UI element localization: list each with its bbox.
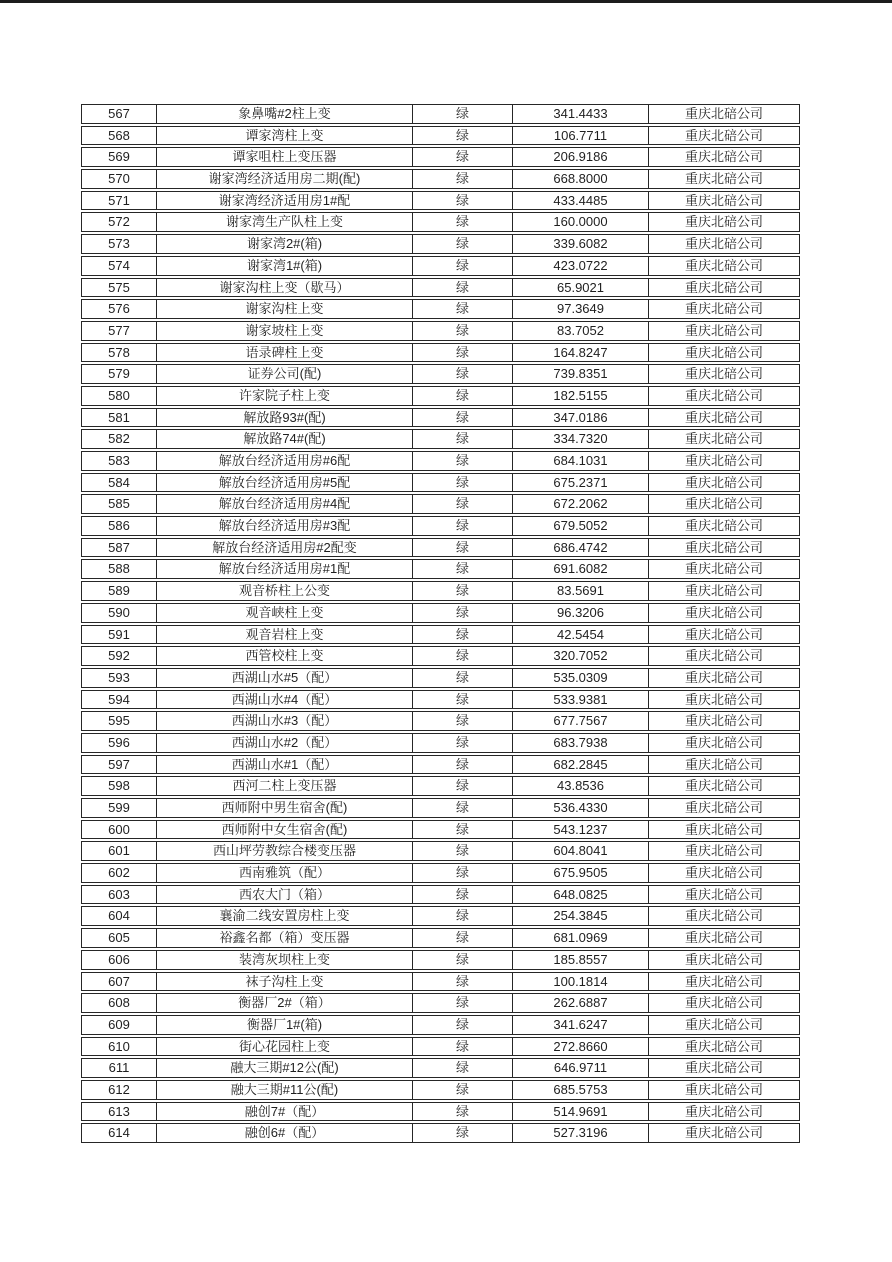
table-row [81, 321, 800, 341]
table-row [81, 212, 800, 232]
cell-status: 绿 [412, 170, 512, 188]
cell-status: 绿 [412, 539, 512, 557]
cell-value: 433.4485 [512, 192, 648, 210]
cell-value: 686.4742 [512, 539, 648, 557]
table-row [81, 104, 800, 124]
cell-status: 绿 [412, 235, 512, 253]
cell-device-name: 谢家湾1#(箱) [156, 257, 412, 275]
table-row [81, 1058, 800, 1078]
cell-device-name: 西湖山水#2（配） [156, 734, 412, 752]
cell-company: 重庆北碚公司 [648, 582, 799, 600]
cell-status: 绿 [412, 929, 512, 947]
cell-row-index: 601 [108, 843, 130, 859]
cell-company: 重庆北碚公司 [648, 973, 799, 991]
cell-row-index: 614 [108, 1125, 130, 1141]
cell-company: 重庆北碚公司 [648, 192, 799, 210]
cell-device-name: 装湾灰坝柱上变 [156, 951, 412, 969]
cell-row-index: 575 [108, 279, 130, 295]
cell-device-name: 融大三期#12公(配) [156, 1059, 412, 1077]
cell-company: 重庆北碚公司 [648, 929, 799, 947]
table-row [81, 1037, 800, 1057]
cell-device-name: 融创6#（配） [156, 1124, 412, 1142]
cell-company: 重庆北碚公司 [648, 1038, 799, 1056]
table-row [81, 147, 800, 167]
cell-value: 668.8000 [512, 170, 648, 188]
cell-company: 重庆北碚公司 [648, 560, 799, 578]
table-row [81, 820, 800, 840]
cell-status: 绿 [412, 756, 512, 774]
cell-status: 绿 [412, 691, 512, 709]
cell-company: 重庆北碚公司 [648, 322, 799, 340]
cell-row-index: 591 [108, 626, 130, 642]
cell-value: 339.6082 [512, 235, 648, 253]
cell-status: 绿 [412, 886, 512, 904]
cell-status: 绿 [412, 127, 512, 145]
cell-status: 绿 [412, 1038, 512, 1056]
table-row [81, 993, 800, 1013]
cell-status: 绿 [412, 257, 512, 275]
cell-value: 272.8660 [512, 1038, 648, 1056]
cell-row-index: 611 [108, 1060, 130, 1076]
cell-company: 重庆北碚公司 [648, 994, 799, 1012]
cell-value: 685.5753 [512, 1081, 648, 1099]
cell-status: 绿 [412, 1059, 512, 1077]
cell-value: 684.1031 [512, 452, 648, 470]
cell-row-index: 606 [108, 951, 130, 967]
table-row [81, 885, 800, 905]
cell-status: 绿 [412, 495, 512, 513]
cell-device-name: 解放台经济适用房#1配 [156, 560, 412, 578]
cell-row-index: 595 [108, 713, 130, 729]
cell-value: 682.2845 [512, 756, 648, 774]
cell-company: 重庆北碚公司 [648, 799, 799, 817]
cell-device-name: 证券公司(配) [156, 365, 412, 383]
cell-value: 97.3649 [512, 300, 648, 318]
cell-status: 绿 [412, 1124, 512, 1142]
cell-device-name: 观音峡柱上变 [156, 604, 412, 622]
cell-status: 绿 [412, 842, 512, 860]
table-row [81, 906, 800, 926]
table-row [81, 755, 800, 775]
cell-status: 绿 [412, 712, 512, 730]
table-row [81, 625, 800, 645]
cell-row-index: 593 [108, 669, 130, 685]
cell-row-index: 597 [108, 756, 130, 772]
cell-device-name: 象鼻嘴#2柱上变 [156, 105, 412, 123]
cell-device-name: 西湖山水#3（配） [156, 712, 412, 730]
cell-value: 262.6887 [512, 994, 648, 1012]
cell-company: 重庆北碚公司 [648, 1081, 799, 1099]
cell-status: 绿 [412, 864, 512, 882]
cell-device-name: 谢家湾经济适用房二期(配) [156, 170, 412, 188]
cell-company: 重庆北碚公司 [648, 734, 799, 752]
cell-company: 重庆北碚公司 [648, 691, 799, 709]
cell-company: 重庆北碚公司 [648, 213, 799, 231]
cell-company: 重庆北碚公司 [648, 626, 799, 644]
cell-device-name: 谭家湾柱上变 [156, 127, 412, 145]
cell-device-name: 谢家坡柱上变 [156, 322, 412, 340]
cell-row-index: 588 [108, 561, 130, 577]
cell-company: 重庆北碚公司 [648, 1124, 799, 1142]
cell-value: 604.8041 [512, 842, 648, 860]
cell-company: 重庆北碚公司 [648, 148, 799, 166]
cell-value: 43.8536 [512, 777, 648, 795]
table-row [81, 429, 800, 449]
cell-company: 重庆北碚公司 [648, 235, 799, 253]
cell-value: 106.7711 [512, 127, 648, 145]
cell-status: 绿 [412, 1016, 512, 1034]
cell-value: 334.7320 [512, 430, 648, 448]
cell-value: 672.2062 [512, 495, 648, 513]
cell-status: 绿 [412, 626, 512, 644]
cell-company: 重庆北碚公司 [648, 387, 799, 405]
cell-value: 514.9691 [512, 1103, 648, 1121]
cell-device-name: 西师附中女生宿舍(配) [156, 821, 412, 839]
cell-value: 675.2371 [512, 474, 648, 492]
table-row [81, 451, 800, 471]
cell-status: 绿 [412, 1081, 512, 1099]
cell-value: 527.3196 [512, 1124, 648, 1142]
cell-row-index: 589 [108, 583, 130, 599]
cell-company: 重庆北碚公司 [648, 604, 799, 622]
cell-value: 543.1237 [512, 821, 648, 839]
table-row [81, 364, 800, 384]
cell-row-index: 600 [108, 821, 130, 837]
cell-status: 绿 [412, 322, 512, 340]
cell-company: 重庆北碚公司 [648, 474, 799, 492]
cell-status: 绿 [412, 799, 512, 817]
cell-device-name: 西山坪劳教综合楼变压器 [156, 842, 412, 860]
cell-status: 绿 [412, 148, 512, 166]
cell-row-index: 585 [108, 496, 130, 512]
cell-row-index: 599 [108, 800, 130, 815]
cell-row-index: 567 [108, 106, 130, 121]
cell-value: 691.6082 [512, 560, 648, 578]
cell-row-index: 584 [108, 474, 130, 490]
cell-value: 341.6247 [512, 1016, 648, 1034]
cell-row-index: 598 [108, 778, 130, 794]
cell-company: 重庆北碚公司 [648, 170, 799, 188]
cell-company: 重庆北碚公司 [648, 907, 799, 925]
cell-status: 绿 [412, 951, 512, 969]
cell-company: 重庆北碚公司 [648, 821, 799, 839]
cell-row-index: 592 [108, 648, 130, 664]
cell-device-name: 观音岩柱上变 [156, 626, 412, 644]
table-row [81, 191, 800, 211]
cell-company: 重庆北碚公司 [648, 257, 799, 275]
cell-row-index: 590 [108, 604, 130, 620]
cell-row-index: 586 [108, 518, 130, 534]
cell-status: 绿 [412, 452, 512, 470]
table-row [81, 278, 800, 298]
cell-value: 341.4433 [512, 105, 648, 123]
cell-company: 重庆北碚公司 [648, 1103, 799, 1121]
cell-status: 绿 [412, 734, 512, 752]
table-row [81, 473, 800, 493]
cell-device-name: 谢家沟柱上变 [156, 300, 412, 318]
cell-row-index: 577 [108, 322, 130, 338]
cell-status: 绿 [412, 647, 512, 665]
cell-row-index: 571 [108, 192, 130, 208]
cell-value: 65.9021 [512, 279, 648, 297]
cell-device-name: 解放台经济适用房#6配 [156, 452, 412, 470]
cell-row-index: 583 [108, 453, 130, 468]
cell-company: 重庆北碚公司 [648, 842, 799, 860]
table-row [81, 776, 800, 796]
cell-device-name: 西湖山水#4（配） [156, 691, 412, 709]
cell-status: 绿 [412, 1103, 512, 1121]
cell-value: 533.9381 [512, 691, 648, 709]
cell-device-name: 谢家沟柱上变（歇马） [156, 279, 412, 297]
cell-company: 重庆北碚公司 [648, 647, 799, 665]
table-row [81, 169, 800, 189]
cell-row-index: 568 [108, 127, 130, 143]
cell-value: 160.0000 [512, 213, 648, 231]
cell-company: 重庆北碚公司 [648, 951, 799, 969]
cell-company: 重庆北碚公司 [648, 344, 799, 362]
cell-status: 绿 [412, 300, 512, 318]
table-row [81, 386, 800, 406]
cell-company: 重庆北碚公司 [648, 300, 799, 318]
cell-company: 重庆北碚公司 [648, 517, 799, 535]
cell-value: 423.0722 [512, 257, 648, 275]
cell-row-index: 609 [108, 1016, 130, 1032]
table-row [81, 1102, 800, 1122]
cell-device-name: 融创7#（配） [156, 1103, 412, 1121]
cell-device-name: 衡器厂2#（箱） [156, 994, 412, 1012]
cell-row-index: 573 [108, 236, 130, 252]
table-row [81, 603, 800, 623]
cell-value: 83.5691 [512, 582, 648, 600]
cell-row-index: 572 [108, 214, 130, 230]
cell-device-name: 西河二柱上变压器 [156, 777, 412, 795]
cell-device-name: 西农大门（箱） [156, 886, 412, 904]
cell-device-name: 解放台经济适用房#3配 [156, 517, 412, 535]
cell-device-name: 西师附中男生宿舍(配) [156, 799, 412, 817]
table-row [81, 126, 800, 146]
cell-value: 683.7938 [512, 734, 648, 752]
cell-value: 675.9505 [512, 864, 648, 882]
cell-company: 重庆北碚公司 [648, 669, 799, 687]
cell-value: 182.5155 [512, 387, 648, 405]
cell-status: 绿 [412, 474, 512, 492]
table-row [81, 343, 800, 363]
cell-device-name: 语录碑柱上变 [156, 344, 412, 362]
cell-device-name: 谢家湾生产队柱上变 [156, 213, 412, 231]
cell-row-index: 612 [108, 1081, 130, 1097]
cell-value: 206.9186 [512, 148, 648, 166]
cell-device-name: 融大三期#11公(配) [156, 1081, 412, 1099]
cell-status: 绿 [412, 517, 512, 535]
table-row [81, 234, 800, 254]
cell-value: 83.7052 [512, 322, 648, 340]
device-table [81, 104, 800, 1145]
table-row [81, 841, 800, 861]
table-row [81, 581, 800, 601]
cell-device-name: 解放台经济适用房#5配 [156, 474, 412, 492]
cell-device-name: 衡器厂1#(箱) [156, 1016, 412, 1034]
cell-row-index: 574 [108, 257, 130, 273]
cell-value: 536.4330 [512, 799, 648, 817]
cell-company: 重庆北碚公司 [648, 365, 799, 383]
cell-device-name: 街心花园柱上变 [156, 1038, 412, 1056]
cell-status: 绿 [412, 344, 512, 362]
table-row [81, 928, 800, 948]
cell-value: 96.3206 [512, 604, 648, 622]
top-edge-bar [0, 0, 892, 3]
cell-status: 绿 [412, 777, 512, 795]
table-row [81, 516, 800, 536]
cell-row-index: 604 [108, 908, 130, 924]
cell-status: 绿 [412, 821, 512, 839]
cell-value: 254.3845 [512, 907, 648, 925]
cell-row-index: 587 [108, 539, 130, 555]
cell-row-index: 582 [108, 431, 130, 447]
cell-value: 535.0309 [512, 669, 648, 687]
cell-device-name: 西管校柱上变 [156, 647, 412, 665]
cell-company: 重庆北碚公司 [648, 864, 799, 882]
table-row [81, 711, 800, 731]
cell-company: 重庆北碚公司 [648, 409, 799, 427]
cell-row-index: 580 [108, 387, 130, 403]
table-row [81, 668, 800, 688]
cell-status: 绿 [412, 994, 512, 1012]
cell-status: 绿 [412, 669, 512, 687]
table-row [81, 408, 800, 428]
cell-value: 677.7567 [512, 712, 648, 730]
cell-value: 185.8557 [512, 951, 648, 969]
cell-value: 648.0825 [512, 886, 648, 904]
cell-status: 绿 [412, 907, 512, 925]
cell-device-name: 西湖山水#1（配） [156, 756, 412, 774]
cell-value: 739.8351 [512, 365, 648, 383]
cell-device-name: 观音桥柱上公变 [156, 582, 412, 600]
cell-value: 164.8247 [512, 344, 648, 362]
cell-value: 347.0186 [512, 409, 648, 427]
cell-value: 320.7052 [512, 647, 648, 665]
cell-device-name: 解放路93#(配) [156, 409, 412, 427]
cell-device-name: 解放台经济适用房#4配 [156, 495, 412, 513]
table-row [81, 863, 800, 883]
cell-device-name: 襄渝二线安置房柱上变 [156, 907, 412, 925]
cell-company: 重庆北碚公司 [648, 279, 799, 297]
cell-status: 绿 [412, 192, 512, 210]
cell-device-name: 谢家湾经济适用房1#配 [156, 192, 412, 210]
cell-company: 重庆北碚公司 [648, 886, 799, 904]
cell-status: 绿 [412, 279, 512, 297]
cell-row-index: 569 [108, 149, 130, 165]
cell-device-name: 谢家湾2#(箱) [156, 235, 412, 253]
cell-device-name: 袜子沟柱上变 [156, 973, 412, 991]
table-row [81, 690, 800, 710]
cell-device-name: 许家院子柱上变 [156, 387, 412, 405]
cell-value: 42.5454 [512, 626, 648, 644]
cell-row-index: 613 [108, 1103, 130, 1119]
cell-status: 绿 [412, 213, 512, 231]
cell-row-index: 576 [108, 301, 130, 317]
cell-row-index: 579 [108, 366, 130, 382]
cell-status: 绿 [412, 560, 512, 578]
table-row [81, 1015, 800, 1035]
table-row [81, 646, 800, 666]
cell-status: 绿 [412, 409, 512, 427]
cell-device-name: 解放台经济适用房#2配变 [156, 539, 412, 557]
cell-company: 重庆北碚公司 [648, 756, 799, 774]
cell-row-index: 596 [108, 734, 130, 750]
cell-company: 重庆北碚公司 [648, 452, 799, 470]
cell-value: 646.9711 [512, 1059, 648, 1077]
cell-row-index: 594 [108, 691, 130, 707]
cell-row-index: 610 [108, 1038, 130, 1054]
cell-device-name: 西南雅筑（配） [156, 864, 412, 882]
cell-company: 重庆北碚公司 [648, 430, 799, 448]
table-row [81, 733, 800, 753]
cell-row-index: 603 [108, 886, 130, 902]
cell-status: 绿 [412, 582, 512, 600]
cell-device-name: 谭家咀柱上变压器 [156, 148, 412, 166]
cell-row-index: 578 [108, 344, 130, 360]
cell-row-index: 570 [108, 171, 130, 187]
cell-company: 重庆北碚公司 [648, 712, 799, 730]
cell-value: 100.1814 [512, 973, 648, 991]
cell-company: 重庆北碚公司 [648, 105, 799, 123]
cell-device-name: 西湖山水#5（配） [156, 669, 412, 687]
table-row [81, 299, 800, 319]
cell-row-index: 602 [108, 865, 130, 881]
cell-company: 重庆北碚公司 [648, 495, 799, 513]
table-row [81, 494, 800, 514]
cell-company: 重庆北碚公司 [648, 1059, 799, 1077]
cell-status: 绿 [412, 604, 512, 622]
cell-status: 绿 [412, 387, 512, 405]
table-row [81, 538, 800, 558]
cell-status: 绿 [412, 105, 512, 123]
table-row [81, 798, 800, 818]
cell-company: 重庆北碚公司 [648, 777, 799, 795]
table-row [81, 559, 800, 579]
cell-status: 绿 [412, 430, 512, 448]
table-row [81, 950, 800, 970]
table-row [81, 1080, 800, 1100]
table-row [81, 256, 800, 276]
cell-row-index: 607 [108, 973, 130, 989]
cell-row-index: 581 [108, 409, 130, 425]
cell-device-name: 解放路74#(配) [156, 430, 412, 448]
cell-value: 681.0969 [512, 929, 648, 947]
table-row [81, 1123, 800, 1143]
table-row [81, 972, 800, 992]
cell-company: 重庆北碚公司 [648, 539, 799, 557]
cell-status: 绿 [412, 973, 512, 991]
cell-status: 绿 [412, 365, 512, 383]
cell-device-name: 裕鑫名都（箱）变压器 [156, 929, 412, 947]
cell-company: 重庆北碚公司 [648, 1016, 799, 1034]
cell-value: 679.5052 [512, 517, 648, 535]
cell-row-index: 605 [108, 930, 130, 946]
cell-company: 重庆北碚公司 [648, 127, 799, 145]
cell-row-index: 608 [108, 995, 130, 1011]
